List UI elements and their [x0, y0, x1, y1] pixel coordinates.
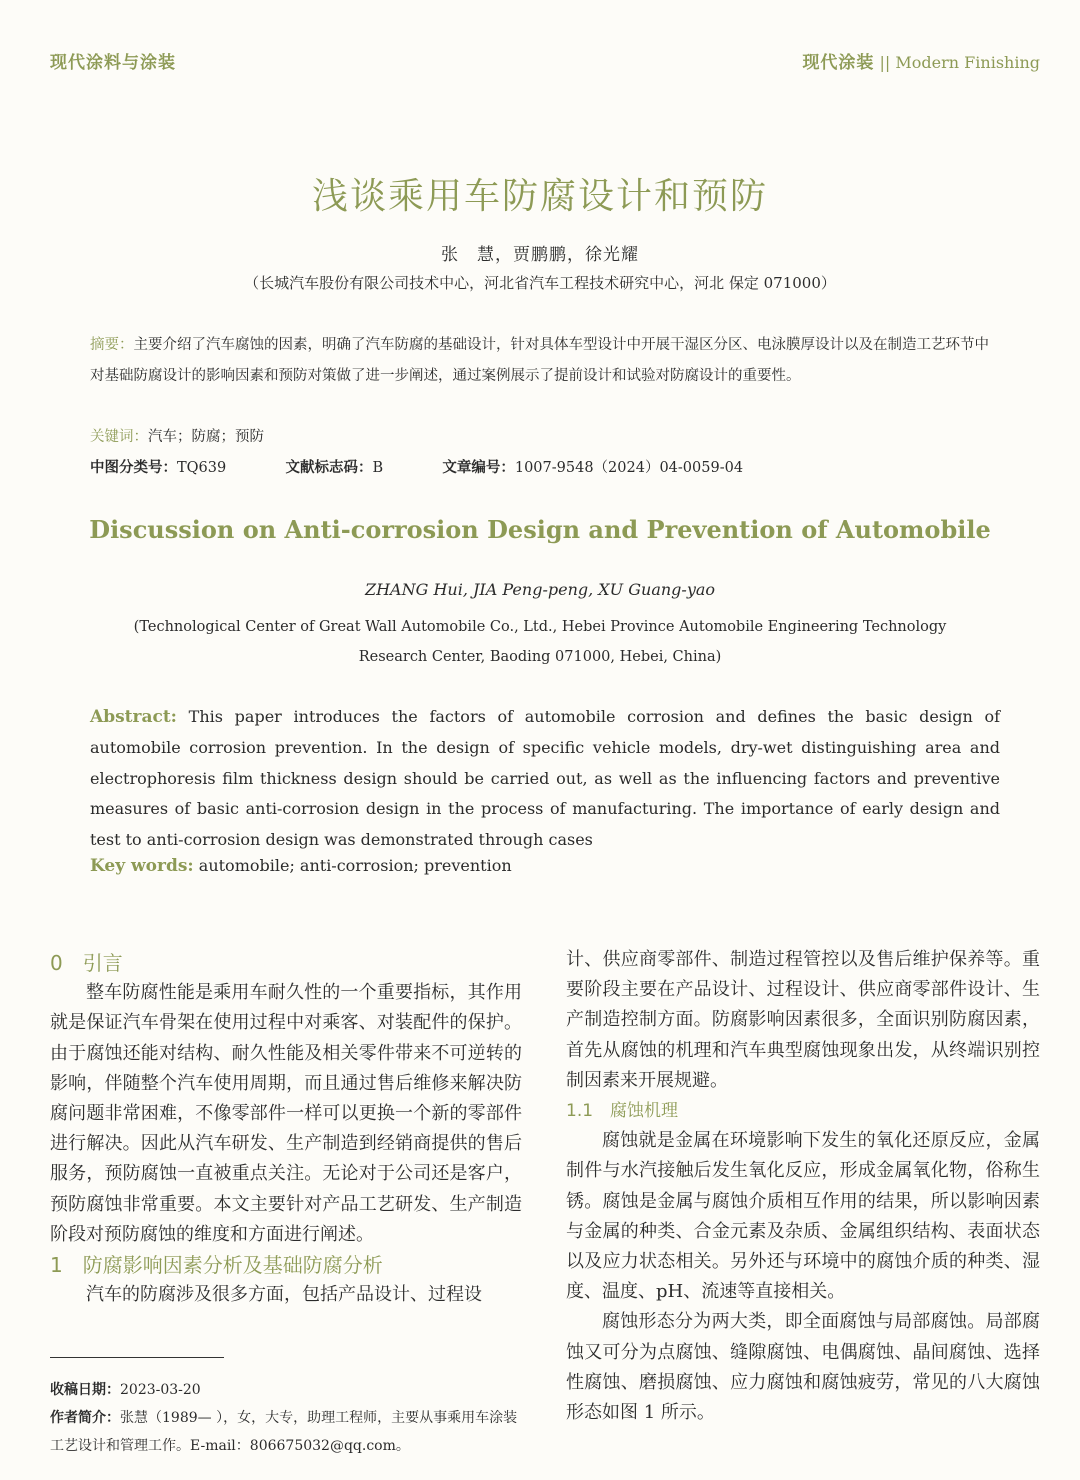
paper-title-en: Discussion on Anti-corrosion Design and Prevention of Automobile — [89, 515, 991, 544]
keywords-cn-label: 关键词： — [90, 429, 148, 445]
section-1-paragraph-continued: 计、供应商零部件、制造过程管控以及售后维护保养等。重要阶段主要在产品设计、过程设计、供应商零部件设计、生产制造控制方面。防腐影响因素很多，全面识别防腐因素，首先从腐蚀的机理和汽车典型腐蚀现象出发，从终端识别控制因素来开展规避。 — [566, 949, 1040, 1091]
journal-header-right — [802, 48, 1040, 73]
abstract-cn-label: 摘要： — [90, 337, 134, 353]
header-separator: || — [879, 53, 891, 72]
abstract-cn — [90, 330, 1000, 392]
footnote-divider — [50, 1357, 224, 1358]
authors-cn: 张 慧，贾鹏鹏，徐光耀 — [441, 245, 639, 265]
affiliation-cn: （长城汽车股份有限公司技术中心，河北省汽车工程技术研究中心，河北 保定 071000） — [244, 274, 836, 292]
author-bio-text: 张慧（1989— ），女，大专，助理工程师，主要从事乘用车涂装工艺设计和管理工作。E-mail：806675032@qq.com。 — [50, 1410, 518, 1454]
abstract-en-text: This paper introduces the factors of automobile corrosion and defines the basic design of automobile corrosion prevention. In the design of specific vehicle models, dry-wet distinguishing area and electrophoresis film thickness design should be carried out, as well as the influencing factors and preventive measures of basic anti-corrosion design in the process of manufacturing. The importance of early design and test to anti-corrosion design was demonstrated through cases — [90, 707, 1001, 850]
received-date-label: 收稿日期： — [50, 1382, 120, 1398]
author-bio — [50, 1404, 530, 1460]
article-number-value: 1007-9548（2024）04-0059-04 — [514, 460, 744, 476]
section-0-paragraph: 整车防腐性能是乘用车耐久性的一个重要指标，其作用就是保证汽车骨架在使用过程中对乘客、对装配件的保护。由于腐蚀还能对结构、耐久性能及相关零件带来不可逆转的影响，伴随整个汽车使用周期，而且通过售后维修来解决防腐问题非常困难，不像零部件一样可以更换一个新的零部件进行解决。因此从汽车研发、生产制造到经销商提供的售后服务，预防腐蚀一直被重点关注。无论对于公司还是客户，预防腐蚀非常重要。本文主要针对产品工艺研发、生产制造阶段对预防腐蚀的维度和方面进行阐述。 — [50, 982, 522, 1245]
keywords-en-label: Key words: — [90, 856, 194, 876]
section-1-1-paragraph-2: 腐蚀形态分为两大类，即全面腐蚀与局部腐蚀。局部腐蚀又可分为点腐蚀、缝隙腐蚀、电偶腐蚀、晶间腐蚀、选择性腐蚀、磨损腐蚀、应力腐蚀和腐蚀疲劳，常见的八大腐蚀形态如图 1 所示。 — [566, 1311, 1040, 1424]
section-1-1-heading: 1.1 腐蚀机理 — [566, 1101, 679, 1122]
doc-code-label: 文献标志码： — [285, 460, 373, 476]
author-bio-label: 作者简介： — [50, 1410, 120, 1426]
doc-code-value: B — [372, 460, 384, 476]
abstract-en — [90, 702, 1000, 856]
clc-label: 中图分类号： — [90, 460, 177, 476]
keywords-cn — [90, 425, 264, 446]
section-1-heading: 1 防腐影响因素分析及基础防腐分析 — [50, 1253, 383, 1278]
keywords-cn-text: 汽车；防腐；预防 — [148, 429, 264, 445]
section-0-heading: 0 引言 — [50, 951, 123, 975]
abstract-cn-text: 主要介绍了汽车腐蚀的因素，明确了汽车防腐的基础设计，针对具体车型设计中开展干湿区分区、电泳膜厚设计以及在制造工艺环节中对基础防腐设计的影响因素和预防对策做了进一步阐述，通过案例展示了提前设计和试验对防腐设计的重要性。 — [90, 337, 989, 384]
footnote — [50, 1376, 530, 1460]
affiliation-en: (Technological Center of Great Wall Automobile Co., Ltd., Hebei Province Automobile Engineering Technology Research Center, Baoding 071000, Hebei, China) — [133, 619, 947, 665]
received-date — [50, 1376, 530, 1404]
journal-english-name: Modern Finishing — [895, 53, 1040, 72]
article-number-label: 文章编号： — [442, 460, 515, 476]
body-right-column — [566, 945, 1040, 1428]
keywords-en-text: automobile; anti-corrosion; prevention — [198, 856, 512, 875]
body-left-column — [50, 948, 522, 1310]
received-date-value: 2023-03-20 — [120, 1382, 201, 1398]
keywords-en — [90, 856, 512, 876]
authors-en: ZHANG Hui, JIA Peng-peng, XU Guang-yao — [364, 580, 716, 599]
abstract-en-label: Abstract: — [90, 707, 177, 727]
journal-short-name: 现代涂装 — [802, 53, 875, 73]
paper-title-cn: 浅谈乘用车防腐设计和预防 — [311, 176, 768, 217]
journal-name-header: 现代涂料与涂装 — [50, 53, 176, 73]
section-1-1-paragraph-1: 腐蚀就是金属在环境影响下发生的氧化还原反应，金属制件与水汽接触后发生氧化反应，形成金属氧化物，俗称生锈。腐蚀是金属与腐蚀介质相互作用的结果，所以影响因素与金属的种类、合金元素及杂质、金属组织结构、表面状态以及应力状态相关。另外还与环境中的腐蚀介质的种类、湿度、温度、pH、流速等直接相关。 — [566, 1130, 1040, 1303]
classification-meta — [90, 456, 743, 477]
section-1-paragraph-start: 汽车的防腐涉及很多方面，包括产品设计、过程设 — [86, 1284, 482, 1306]
clc-value: TQ639 — [177, 460, 227, 476]
